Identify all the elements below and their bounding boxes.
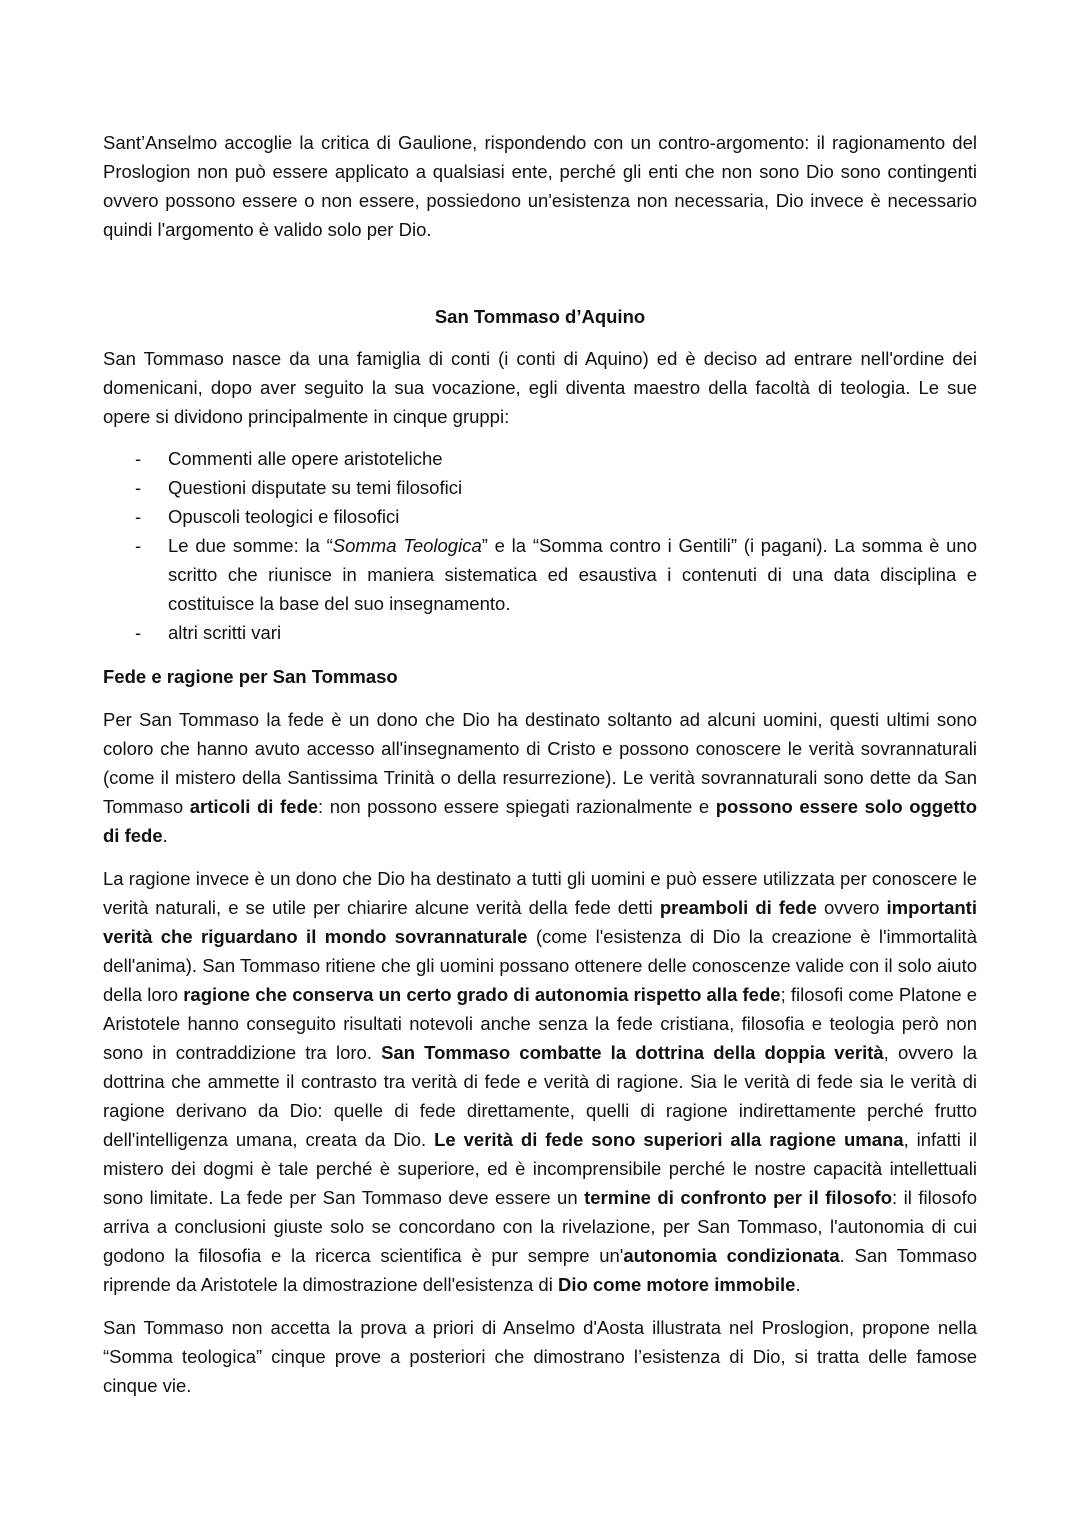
italic-title: Somma Teologica — [332, 535, 482, 556]
bold-run: preamboli di fede — [659, 897, 817, 918]
bold-run: San Tommaso combatte la dottrina della doppia verità — [381, 1042, 884, 1063]
bold-run: Dio come motore immobile — [557, 1274, 796, 1295]
list-item-text: Questioni disputate su temi filosofici — [168, 477, 463, 498]
dash-bullet: - — [135, 477, 142, 498]
intro-paragraph: Sant’Anselmo accoglie la critica di Gaulione, rispondendo con un contro-argomento: il ragionamento del Proslogion non può essere applicato a qualsiasi ente, perché gli enti che non sono Dio sono contingenti ovvero possono essere o non essere, possiedono un'esistenza non necessaria, Dio invece è necessario quindi l'argomento è valido solo per Dio. — [103, 132, 977, 240]
bold-run: autonomia condizionata — [623, 1245, 840, 1266]
works-list — [103, 444, 977, 647]
list-item-text: Opuscoli teologici e filosofici — [168, 506, 400, 527]
text-run: Per San Tommaso la fede è un dono che Dio ha destinato soltanto ad alcuni uomini, questi ultimi sono coloro che hanno avuto accesso all'insegnamento di Cristo e possono conoscere le verità sovrannaturali (come il mistero della Santissima Trinità o della resurrezione). Le verità sovrannaturali sono dette da San Tommaso — [103, 709, 977, 817]
text-run: : il filosofo arriva a conclusioni giuste solo se concordano con la rivelazione, per San Tommaso, l'autonomia di cui godono la filosofia e la ricerca scientifica è pur sempre un' — [103, 1187, 977, 1266]
list-item — [103, 531, 977, 618]
text-run: , ovvero la dottrina che ammette il contrasto tra verità di fede e verità di ragione. Sia le verità di fede sia le verità di ragione derivano da Dio: quelle di fede direttamente, quelli di ragione indirettamente perché frutto dell'intelligenza umana, creata da Dio. — [103, 1042, 978, 1150]
bold-run: possono essere solo oggetto di fede — [103, 796, 978, 846]
text-run: . — [795, 1274, 801, 1295]
list-item — [103, 473, 977, 502]
fede-paragraph — [103, 705, 977, 850]
text-run: . San Tommaso riprende da Aristotele la dimostrazione dell'esistenza di — [103, 1245, 977, 1295]
list-item-text: Commenti alle opere aristoteliche — [168, 448, 443, 469]
text-run: , infatti il mistero dei dogmi è tale perché è superiore, ed è incomprensibile perché le nostre capacità intellettuali sono limitate. La fede per San Tommaso deve essere un — [103, 1129, 977, 1208]
bold-run: importanti verità che riguardano il mondo sovrannaturale — [103, 897, 977, 947]
dash-bullet: - — [135, 448, 142, 469]
document-page — [103, 128, 977, 1400]
list-item — [103, 444, 977, 473]
list-item-text: ” e la “Somma contro i Gentili” (i pagani). La somma è uno scritto che riunisce in maniera sistematica ed esaustiva i contenuti di una data disciplina e costituisce la base del suo insegnamento. — [168, 535, 977, 614]
section-title: San Tommaso d’Aquino — [434, 306, 646, 327]
bold-run: articoli di fede — [189, 796, 319, 817]
fede-heading: Fede e ragione per San Tommaso — [103, 666, 398, 687]
list-item-text: altri scritti vari — [168, 622, 282, 643]
list-item-text: Le due somme: la “ — [168, 535, 333, 556]
text-run: La ragione invece è un dono che Dio ha destinato a tutti gli uomini e può essere utilizzata per conoscere le verità naturali, e se utile per chiarire alcune verità della fede detti — [103, 868, 977, 918]
dash-bullet: - — [135, 506, 142, 527]
text-run: ovvero — [816, 897, 887, 918]
vie-paragraph: San Tommaso non accetta la prova a priori di Anselmo d'Aosta illustrata nel Proslogion, propone nella “Somma teologica” cinque prove a posteriori che dimostrano l’esistenza di Dio, si tratta delle famose cinque vie. — [103, 1317, 977, 1396]
text-run: ; filosofi come Platone e Aristotele hanno conseguito risultati notevoli anche senza la fede cristiana, filosofia e teologia però non sono in contraddizione tra loro. — [103, 984, 977, 1063]
bold-run: termine di confronto per il filosofo — [584, 1187, 893, 1208]
list-item — [103, 502, 977, 531]
bold-run: Le verità di fede sono superiori alla ragione umana — [434, 1129, 904, 1150]
bold-run: ragione che conserva un certo grado di autonomia rispetto alla fede — [183, 984, 781, 1005]
text-run: . — [162, 825, 168, 846]
dash-bullet: - — [135, 535, 142, 556]
text-run: : non possono essere spiegati razionalmente e — [318, 796, 716, 817]
bio-paragraph: San Tommaso nasce da una famiglia di conti (i conti di Aquino) ed è deciso ad entrare nell'ordine dei domenicani, dopo aver seguito la sua vocazione, egli diventa maestro della facoltà di teologia. Le sue opere si dividono principalmente in cinque gruppi: — [103, 348, 977, 427]
dash-bullet: - — [135, 622, 142, 643]
text-run: (come l'esistenza di Dio la creazione è l'immortalità dell'anima). San Tommaso ritiene che gli uomini possano ottenere delle conoscenze valide con il solo aiuto della loro — [103, 926, 977, 1005]
list-item — [103, 618, 977, 647]
ragione-paragraph — [103, 864, 977, 1299]
